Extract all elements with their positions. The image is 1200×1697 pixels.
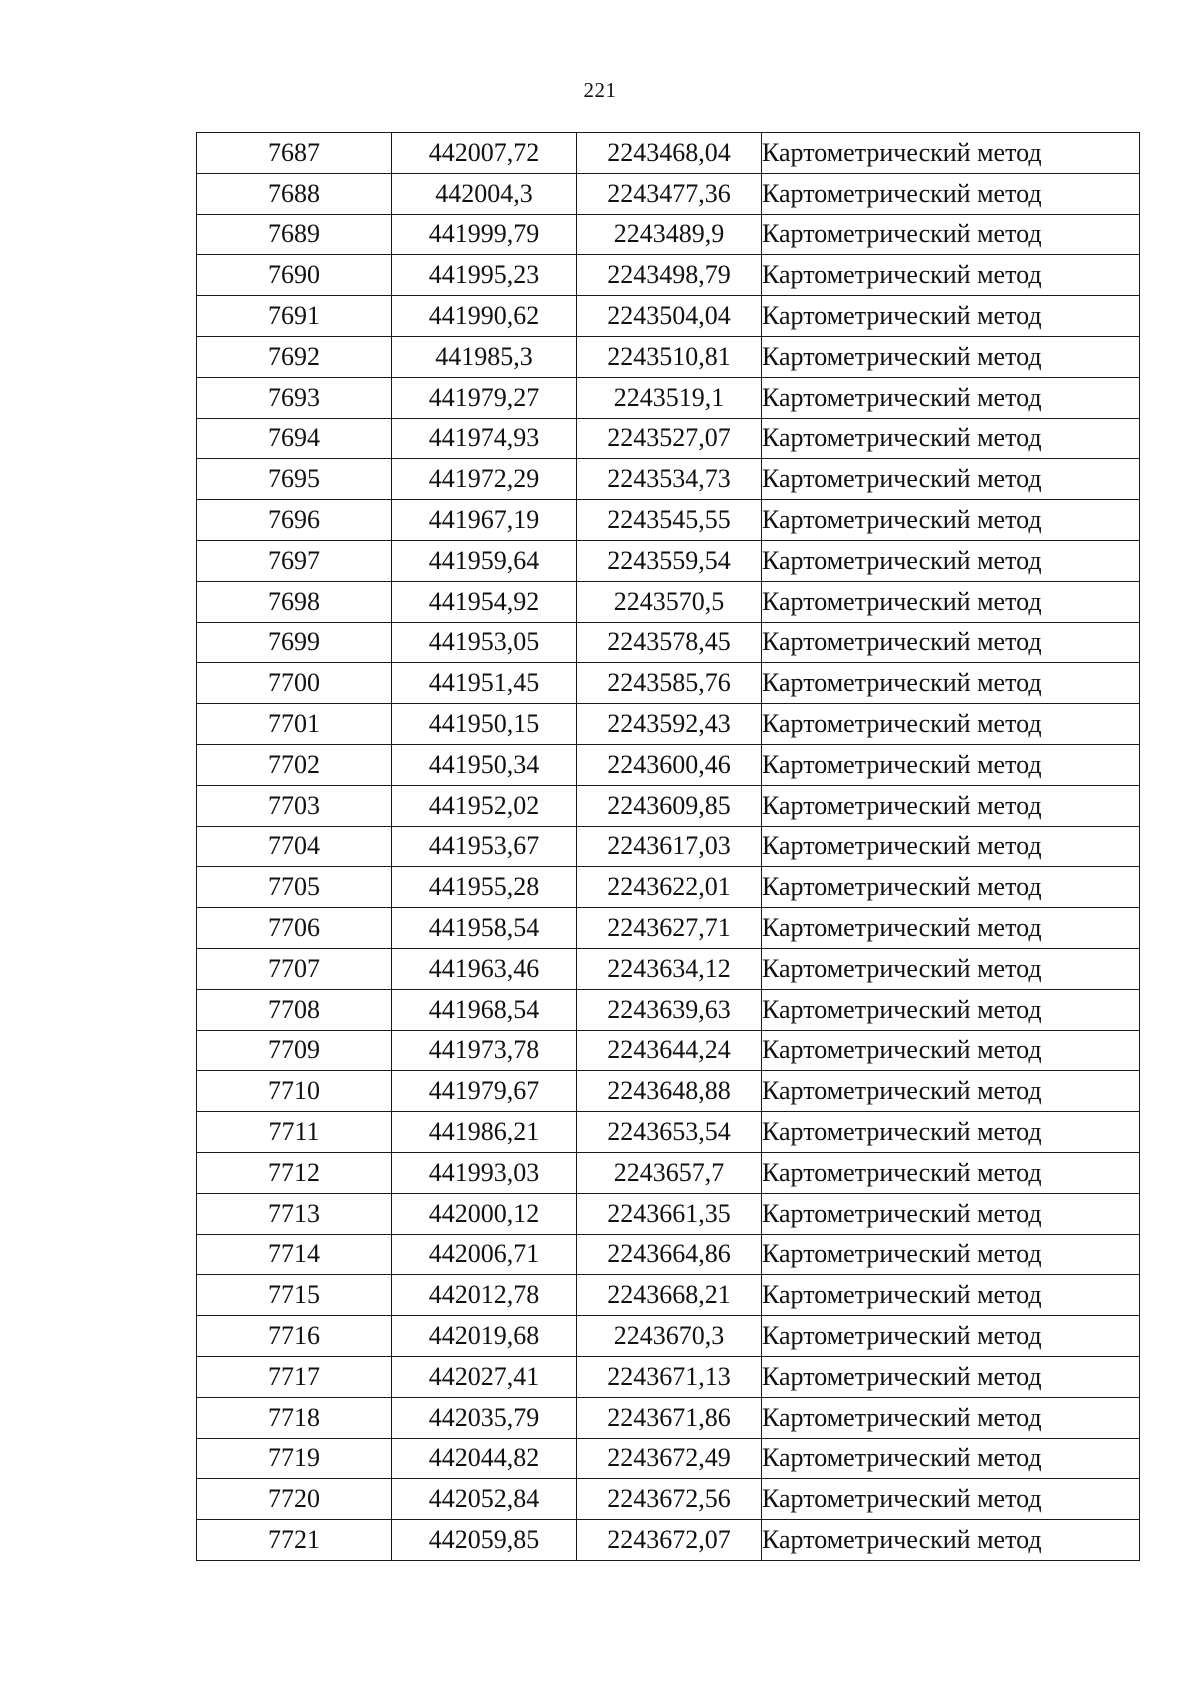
point-number-cell: 7705 bbox=[197, 867, 392, 908]
y-coordinate-cell: 2243489,9 bbox=[577, 214, 762, 255]
point-number-cell: 7698 bbox=[197, 581, 392, 622]
y-coordinate-cell: 2243644,24 bbox=[577, 1030, 762, 1071]
point-number-cell: 7720 bbox=[197, 1479, 392, 1520]
method-cell: Картометрический метод bbox=[762, 255, 1140, 296]
y-coordinate-cell: 2243671,13 bbox=[577, 1356, 762, 1397]
x-coordinate-cell: 442027,41 bbox=[392, 1356, 577, 1397]
point-number-cell: 7692 bbox=[197, 336, 392, 377]
x-coordinate-cell: 441986,21 bbox=[392, 1112, 577, 1153]
point-number-cell: 7718 bbox=[197, 1397, 392, 1438]
y-coordinate-cell: 2243600,46 bbox=[577, 744, 762, 785]
x-coordinate-cell: 441999,79 bbox=[392, 214, 577, 255]
table-row bbox=[197, 1193, 1140, 1234]
table-row bbox=[197, 1520, 1140, 1561]
point-number-cell: 7715 bbox=[197, 1275, 392, 1316]
method-cell: Картометрический метод bbox=[762, 1193, 1140, 1234]
x-coordinate-cell: 442019,68 bbox=[392, 1316, 577, 1357]
y-coordinate-cell: 2243510,81 bbox=[577, 336, 762, 377]
point-number-cell: 7714 bbox=[197, 1234, 392, 1275]
x-coordinate-cell: 441950,15 bbox=[392, 704, 577, 745]
y-coordinate-cell: 2243668,21 bbox=[577, 1275, 762, 1316]
table-row bbox=[197, 785, 1140, 826]
table-row bbox=[197, 296, 1140, 337]
x-coordinate-cell: 442006,71 bbox=[392, 1234, 577, 1275]
point-number-cell: 7690 bbox=[197, 255, 392, 296]
point-number-cell: 7708 bbox=[197, 989, 392, 1030]
y-coordinate-cell: 2243653,54 bbox=[577, 1112, 762, 1153]
table-row bbox=[197, 1438, 1140, 1479]
method-cell: Картометрический метод bbox=[762, 1397, 1140, 1438]
x-coordinate-cell: 442000,12 bbox=[392, 1193, 577, 1234]
y-coordinate-cell: 2243627,71 bbox=[577, 908, 762, 949]
x-coordinate-cell: 441955,28 bbox=[392, 867, 577, 908]
table-row bbox=[197, 744, 1140, 785]
y-coordinate-cell: 2243617,03 bbox=[577, 826, 762, 867]
y-coordinate-cell: 2243664,86 bbox=[577, 1234, 762, 1275]
x-coordinate-cell: 441963,46 bbox=[392, 948, 577, 989]
point-number-cell: 7701 bbox=[197, 704, 392, 745]
point-number-cell: 7717 bbox=[197, 1356, 392, 1397]
table-row bbox=[197, 173, 1140, 214]
method-cell: Картометрический метод bbox=[762, 500, 1140, 541]
y-coordinate-cell: 2243670,3 bbox=[577, 1316, 762, 1357]
point-number-cell: 7711 bbox=[197, 1112, 392, 1153]
x-coordinate-cell: 442052,84 bbox=[392, 1479, 577, 1520]
table-row bbox=[197, 1152, 1140, 1193]
point-number-cell: 7688 bbox=[197, 173, 392, 214]
method-cell: Картометрический метод bbox=[762, 622, 1140, 663]
method-cell: Картометрический метод bbox=[762, 1479, 1140, 1520]
point-number-cell: 7713 bbox=[197, 1193, 392, 1234]
method-cell: Картометрический метод bbox=[762, 1152, 1140, 1193]
point-number-cell: 7721 bbox=[197, 1520, 392, 1561]
method-cell: Картометрический метод bbox=[762, 418, 1140, 459]
method-cell: Картометрический метод bbox=[762, 908, 1140, 949]
point-number-cell: 7697 bbox=[197, 540, 392, 581]
method-cell: Картометрический метод bbox=[762, 214, 1140, 255]
table-row bbox=[197, 908, 1140, 949]
x-coordinate-cell: 442059,85 bbox=[392, 1520, 577, 1561]
x-coordinate-cell: 441972,29 bbox=[392, 459, 577, 500]
y-coordinate-cell: 2243477,36 bbox=[577, 173, 762, 214]
point-number-cell: 7689 bbox=[197, 214, 392, 255]
point-number-cell: 7703 bbox=[197, 785, 392, 826]
point-number-cell: 7710 bbox=[197, 1071, 392, 1112]
x-coordinate-cell: 441954,92 bbox=[392, 581, 577, 622]
x-coordinate-cell: 441974,93 bbox=[392, 418, 577, 459]
point-number-cell: 7702 bbox=[197, 744, 392, 785]
table-row bbox=[197, 989, 1140, 1030]
point-number-cell: 7704 bbox=[197, 826, 392, 867]
method-cell: Картометрический метод bbox=[762, 663, 1140, 704]
x-coordinate-cell: 441958,54 bbox=[392, 908, 577, 949]
point-number-cell: 7712 bbox=[197, 1152, 392, 1193]
table-row bbox=[197, 1356, 1140, 1397]
x-coordinate-cell: 441967,19 bbox=[392, 500, 577, 541]
point-number-cell: 7696 bbox=[197, 500, 392, 541]
table-row bbox=[197, 1112, 1140, 1153]
point-number-cell: 7707 bbox=[197, 948, 392, 989]
y-coordinate-cell: 2243570,5 bbox=[577, 581, 762, 622]
table-row bbox=[197, 1316, 1140, 1357]
y-coordinate-cell: 2243672,56 bbox=[577, 1479, 762, 1520]
x-coordinate-cell: 441952,02 bbox=[392, 785, 577, 826]
table-row bbox=[197, 377, 1140, 418]
y-coordinate-cell: 2243672,49 bbox=[577, 1438, 762, 1479]
table-row bbox=[197, 1479, 1140, 1520]
x-coordinate-cell: 441950,34 bbox=[392, 744, 577, 785]
method-cell: Картометрический метод bbox=[762, 581, 1140, 622]
point-number-cell: 7694 bbox=[197, 418, 392, 459]
table-row bbox=[197, 459, 1140, 500]
y-coordinate-cell: 2243585,76 bbox=[577, 663, 762, 704]
method-cell: Картометрический метод bbox=[762, 1520, 1140, 1561]
coordinates-table-body bbox=[197, 133, 1140, 1561]
x-coordinate-cell: 441979,67 bbox=[392, 1071, 577, 1112]
y-coordinate-cell: 2243545,55 bbox=[577, 500, 762, 541]
table-row bbox=[197, 826, 1140, 867]
point-number-cell: 7706 bbox=[197, 908, 392, 949]
table-row bbox=[197, 1234, 1140, 1275]
x-coordinate-cell: 441953,67 bbox=[392, 826, 577, 867]
method-cell: Картометрический метод bbox=[762, 296, 1140, 337]
method-cell: Картометрический метод bbox=[762, 785, 1140, 826]
y-coordinate-cell: 2243657,7 bbox=[577, 1152, 762, 1193]
y-coordinate-cell: 2243468,04 bbox=[577, 133, 762, 174]
x-coordinate-cell: 442012,78 bbox=[392, 1275, 577, 1316]
point-number-cell: 7687 bbox=[197, 133, 392, 174]
y-coordinate-cell: 2243622,01 bbox=[577, 867, 762, 908]
method-cell: Картометрический метод bbox=[762, 133, 1140, 174]
method-cell: Картометрический метод bbox=[762, 1030, 1140, 1071]
table-row bbox=[197, 214, 1140, 255]
y-coordinate-cell: 2243519,1 bbox=[577, 377, 762, 418]
point-number-cell: 7699 bbox=[197, 622, 392, 663]
y-coordinate-cell: 2243671,86 bbox=[577, 1397, 762, 1438]
x-coordinate-cell: 441951,45 bbox=[392, 663, 577, 704]
method-cell: Картометрический метод bbox=[762, 1356, 1140, 1397]
method-cell: Картометрический метод bbox=[762, 1112, 1140, 1153]
y-coordinate-cell: 2243648,88 bbox=[577, 1071, 762, 1112]
point-number-cell: 7695 bbox=[197, 459, 392, 500]
x-coordinate-cell: 441973,78 bbox=[392, 1030, 577, 1071]
y-coordinate-cell: 2243534,73 bbox=[577, 459, 762, 500]
table-row bbox=[197, 1071, 1140, 1112]
method-cell: Картометрический метод bbox=[762, 826, 1140, 867]
method-cell: Картометрический метод bbox=[762, 173, 1140, 214]
table-row bbox=[197, 1275, 1140, 1316]
point-number-cell: 7709 bbox=[197, 1030, 392, 1071]
table-row bbox=[197, 704, 1140, 745]
y-coordinate-cell: 2243578,45 bbox=[577, 622, 762, 663]
table-row bbox=[197, 663, 1140, 704]
method-cell: Картометрический метод bbox=[762, 377, 1140, 418]
table-row bbox=[197, 622, 1140, 663]
point-number-cell: 7700 bbox=[197, 663, 392, 704]
method-cell: Картометрический метод bbox=[762, 989, 1140, 1030]
table-row bbox=[197, 1397, 1140, 1438]
method-cell: Картометрический метод bbox=[762, 336, 1140, 377]
method-cell: Картометрический метод bbox=[762, 1438, 1140, 1479]
table-row bbox=[197, 336, 1140, 377]
table-row bbox=[197, 500, 1140, 541]
x-coordinate-cell: 441985,3 bbox=[392, 336, 577, 377]
x-coordinate-cell: 441990,62 bbox=[392, 296, 577, 337]
table-row bbox=[197, 255, 1140, 296]
x-coordinate-cell: 441993,03 bbox=[392, 1152, 577, 1193]
table-row bbox=[197, 418, 1140, 459]
point-number-cell: 7719 bbox=[197, 1438, 392, 1479]
table-row bbox=[197, 540, 1140, 581]
x-coordinate-cell: 441959,64 bbox=[392, 540, 577, 581]
y-coordinate-cell: 2243504,04 bbox=[577, 296, 762, 337]
x-coordinate-cell: 442007,72 bbox=[392, 133, 577, 174]
method-cell: Картометрический метод bbox=[762, 744, 1140, 785]
point-number-cell: 7693 bbox=[197, 377, 392, 418]
method-cell: Картометрический метод bbox=[762, 540, 1140, 581]
point-number-cell: 7716 bbox=[197, 1316, 392, 1357]
y-coordinate-cell: 2243527,07 bbox=[577, 418, 762, 459]
y-coordinate-cell: 2243639,63 bbox=[577, 989, 762, 1030]
y-coordinate-cell: 2243634,12 bbox=[577, 948, 762, 989]
method-cell: Картометрический метод bbox=[762, 1316, 1140, 1357]
y-coordinate-cell: 2243592,43 bbox=[577, 704, 762, 745]
x-coordinate-cell: 442044,82 bbox=[392, 1438, 577, 1479]
x-coordinate-cell: 442035,79 bbox=[392, 1397, 577, 1438]
y-coordinate-cell: 2243559,54 bbox=[577, 540, 762, 581]
x-coordinate-cell: 441995,23 bbox=[392, 255, 577, 296]
method-cell: Картометрический метод bbox=[762, 948, 1140, 989]
table-row bbox=[197, 133, 1140, 174]
method-cell: Картометрический метод bbox=[762, 704, 1140, 745]
y-coordinate-cell: 2243672,07 bbox=[577, 1520, 762, 1561]
coordinates-table bbox=[196, 132, 1140, 1561]
point-number-cell: 7691 bbox=[197, 296, 392, 337]
x-coordinate-cell: 441979,27 bbox=[392, 377, 577, 418]
method-cell: Картометрический метод bbox=[762, 867, 1140, 908]
method-cell: Картометрический метод bbox=[762, 1234, 1140, 1275]
y-coordinate-cell: 2243661,35 bbox=[577, 1193, 762, 1234]
x-coordinate-cell: 442004,3 bbox=[392, 173, 577, 214]
page-number: 221 bbox=[583, 78, 617, 102]
table-row bbox=[197, 867, 1140, 908]
method-cell: Картометрический метод bbox=[762, 1071, 1140, 1112]
table-row bbox=[197, 581, 1140, 622]
table-row bbox=[197, 1030, 1140, 1071]
x-coordinate-cell: 441953,05 bbox=[392, 622, 577, 663]
x-coordinate-cell: 441968,54 bbox=[392, 989, 577, 1030]
y-coordinate-cell: 2243609,85 bbox=[577, 785, 762, 826]
method-cell: Картометрический метод bbox=[762, 459, 1140, 500]
table-row bbox=[197, 948, 1140, 989]
y-coordinate-cell: 2243498,79 bbox=[577, 255, 762, 296]
method-cell: Картометрический метод bbox=[762, 1275, 1140, 1316]
